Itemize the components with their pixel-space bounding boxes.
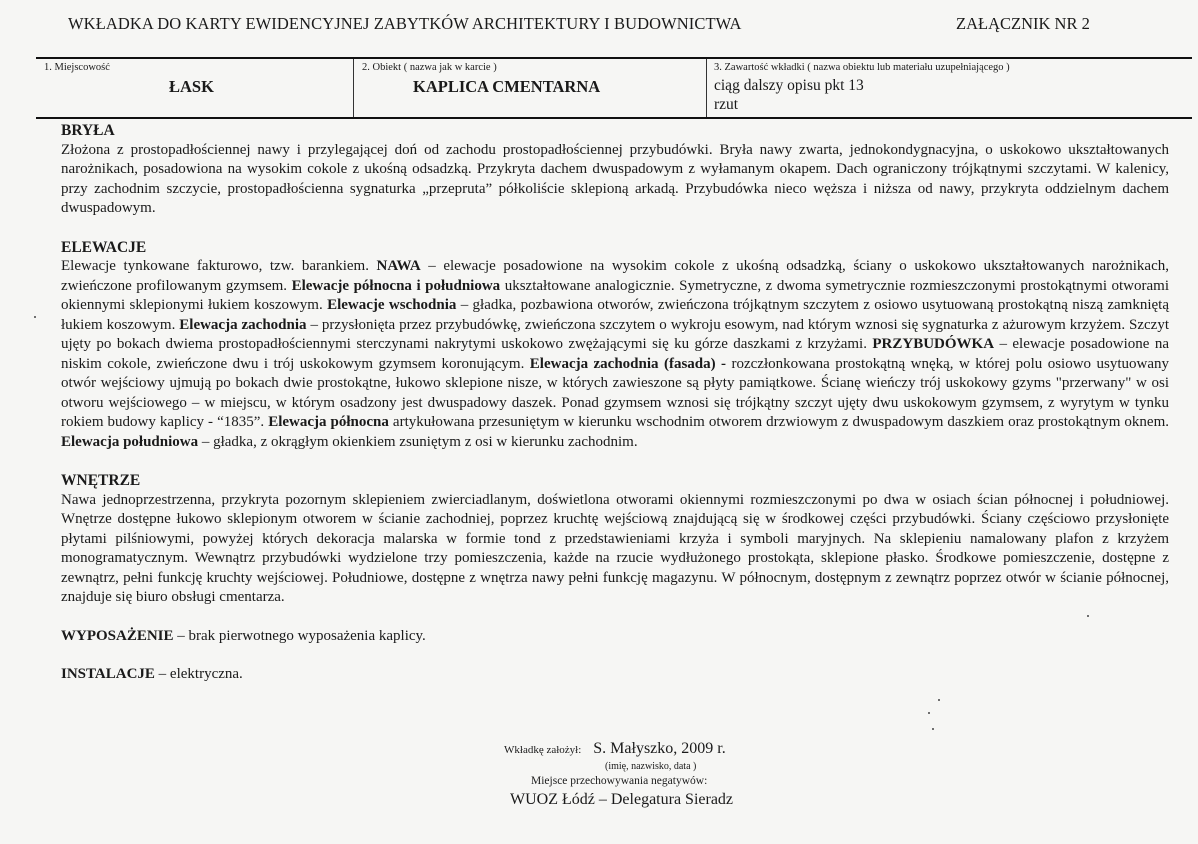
section-text-elewacje [61,257,1169,452]
section-heading-bryla: BRYŁA [61,122,115,139]
scan-speck [928,712,930,714]
elewacje-bold-5: PRZYBUDÓWKA [872,336,995,352]
object-label: 2. Obiekt ( nazwa jak w karcie ) [362,62,497,73]
elewacje-bold-6: Elewacja zachodnia (fasada) - [529,355,727,372]
header-table [36,57,1192,119]
section-text-wnetrze: Nawa jednoprzestrzenna, przykryta pozornym sklepieniem zwierciadlanym, doświetlona otworami okiennymi rozmieszczonymi po dwa w osiach ścian północnej i południowej. Wnętrze dostępne łukowo sklepionym otworem w ścianie zachodniej, poprzez kruchtę wejściową znajdującą się w środkowej części przybudówki. Ściany częściowo przysłonięte płytami pilśniowymi, powyżej których dekoracja malarska w formie tond z przedstawieniami krzyża i symboli maryjnych. Na sklepieniu namalowany plafon z krzyżem monogramatycznym. Wewnątrz przybudówki wydzielone trzy pomieszczenia, każde na rzucie wydłużonego prostokąta, sklepione płasko. Środkowe pomieszczenie, dostępne z zewnątrz, pełni funkcję kruchty wejściowej. Południowe, dostępne z wnętrza nawy pełni funkcję magazynu. W północnym, dostępnym z zewnątrz poprzez otwór w ścianie północnej, znajduje się biuro obsługi cmentarza. [61,491,1169,605]
section-wyposazenie [61,627,1169,647]
locality-label: 1. Miejscowość [44,62,110,73]
elewacje-text-2: – elewacje posadowione na wysokim cokole z ukośną odsadzką, ściany o uskokowo ukształtowanych narożnikach, zwieńczone profilowanym gzymsem. [61,258,1169,294]
contents-line-2: rzut [714,96,739,113]
section-heading-wyposazenie: WYPOSAŻENIE [61,627,174,644]
elewacje-bold-2: Elewacje północna i południowa [291,277,501,294]
scan-speck [1087,615,1089,617]
scan-speck [34,316,36,318]
section-instalacje [61,665,1169,685]
object-value: KAPLICA CMENTARNA [413,77,601,96]
elewacje-text-4: – gładka, pozbawiona otworów, zwieńczona trójkątnym szczytem z osiowo usytuowaną prostokątną niszą zamkniętą łukiem koszowym. [61,297,1169,333]
elewacje-text-7: rozczłonkowana prostokątną wnęką, w której polu osiowo usytuowany otwór wejściowy ujmują po bokach dwie prostokątne, łukowo sklepione nisze, w których zawieszone są płyty pamiątkowe. Ścianę wieńczy trój uskokowy gzyms "przerwany" w osi otworu wejściowego – w miejscu, w którym osadzony jest dwuspadowy daszek. Ponad gzymsem wznosi się trójkątny szczyt ujęty dwu uskokowym gzymsem, z wyrytym w tynku rokiem budowy kaplicy - “1835”. [61,355,1169,430]
annex-number: ZAŁĄCZNIK NR 2 [956,14,1090,33]
elewacje-text-5: – przysłonięta przez przybudówkę, zwieńczona szczytem o wykroju esowym, nad którym wznosi się sygnaturka z ażurowym krzyżem. Szczyt ujęty po bokach dwiema prostopadłościennymi sterczynami nakrytymi uskokowo zwężającymi się ku górze daszkami z krzyżami. [61,316,1170,352]
elewacje-bold-8: Elewacja południowa [61,433,199,450]
section-line-wyposazenie [61,627,1169,647]
locality-cell [36,59,353,117]
section-bryla [61,121,1169,219]
created-by-value: S. Małyszko, 2009 r. [593,740,726,757]
elewacje-text-1: Elewacje tynkowane fakturowo, tzw. barankiem. [61,258,377,274]
elewacje-text-3: ukształtowane analogicznie. Symetryczne, z dwoma symetrycznie rozmieszczonymi prostokątnymi otworami okiennymi sklepionymi łukiem koszowym. [61,277,1170,313]
elewacje-text-6: – elewacje posadowione na niskim cokole, zwieńczone dwu i trój uskokowym gzymsem koronującym. [61,336,1169,372]
section-elewacje [61,238,1169,453]
section-text-wyposazenie: – brak pierwotnego wyposażenia kaplicy. [173,627,426,644]
created-by-label: Wkładkę założył: [504,744,582,756]
scan-speck [932,728,934,730]
contents-label: 3. Zawartość wkładki ( nazwa obiektu lub materiału uzupełniającego ) [714,62,1010,73]
elewacje-bold-4: Elewacja zachodnia [179,316,307,333]
scan-speck [938,699,940,701]
section-line-instalacje [61,665,1169,685]
created-by-row [504,740,726,758]
section-text-bryla: Złożona z prostopadłościennej nawy i przylegającej doń od zachodu prostopadłościennej przybudówki. Bryła nawy zwarta, jednokondygnacyjna, o uskokowo ukształtowanych narożnikach, posadowiona na wysokim cokole z ukośną odsadzką. Przykryta dachem dwuspadowym z wyłamanym okapem. Dach ograniczony trójkątnymi szczytami. W kalenicy, przy zachodnim szczycie, prostopadłościenna sygnaturka „przepruta” półkoliście sklepioną arkadą. Przybudówka nieco węższa i niższa od nawy, przykryta oddzielnym dachem dwuspadowym. [61,141,1169,216]
negatives-label: Miejsce przechowywania negatywów: [531,775,708,787]
elewacje-text-9: – gładka, z okrągłym okienkiem zsuniętym z osi w kierunku zachodnim. [198,433,638,450]
section-heading-instalacje: INSTALACJE [61,666,155,682]
section-heading-wnetrze: WNĘTRZE [61,472,141,489]
elewacje-bold-7: Elewacja północna [268,414,389,430]
elewacje-bold-3: Elewacje wschodnia [327,297,457,313]
elewacje-text-8: artykułowana przesuniętym w kierunku wschodnim otworem drzwiowym z dwuspadowym daszkiem oraz prostokątnym oknem. [388,414,1170,430]
locality-value: ŁASK [169,77,214,96]
created-by-hint: (imię, nazwisko, data ) [605,761,697,772]
negatives-location: WUOZ Łódź – Delegatura Sieradz [510,791,734,808]
section-heading-elewacje: ELEWACJE [61,238,147,256]
document-title: WKŁADKA DO KARTY EWIDENCYJNEJ ZABYTKÓW ARCHITEKTURY I BUDOWNICTWA [68,14,742,33]
elewacje-bold-1: NAWA [376,258,421,274]
contents-cell [706,59,1192,117]
section-wnetrze [61,471,1169,608]
description-body [61,121,1169,685]
section-text-instalacje: – elektryczna. [154,666,243,682]
object-cell [353,59,706,117]
contents-line-1: ciąg dalszy opisu pkt 13 [714,77,864,94]
